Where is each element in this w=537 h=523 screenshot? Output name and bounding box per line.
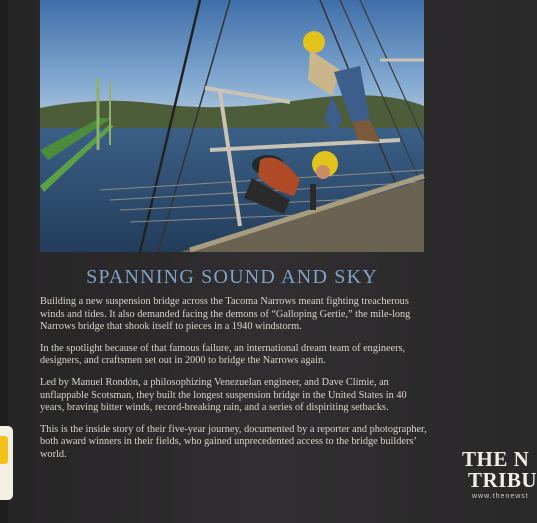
bridge-workers-photo bbox=[40, 0, 424, 252]
price-sticker bbox=[0, 426, 13, 500]
description-paragraph-3: Led by Manuel Rondón, a philosophizing Venezuelan engineer, and Dave Climie, an unflappable Scotsman, they built the longest suspension bridge in the United States in 40 years, braving bitter winds, record-breaking rain, and a series of dispiriting setbacks. bbox=[40, 376, 407, 414]
book-title: SPANNING SOUND AND SKY bbox=[86, 266, 378, 288]
description-paragraph-4: This is the inside story of their five-year journey, documented by a reporter and photographer, both award winners in their fields, who gained unprecedented access to the bridge builders’ world. bbox=[40, 423, 427, 460]
book-description bbox=[40, 296, 430, 471]
description-paragraph-1: Building a new suspension bridge across the Tacoma Narrows meant fighting treacherous winds and tides. It also demanded facing the demons of “Galloping Gertie,” the mile-long Narrows bridge that shook itself to pieces in a 1940 windstorm. bbox=[40, 296, 411, 333]
publisher-logo-line1: THE N bbox=[462, 447, 530, 471]
sticker-dot-icon bbox=[0, 436, 8, 464]
description-paragraph-2: In the spotlight because of that famous failure, an international dream team of engineers, designers, and craftsmen set out in 2000 to bridge the Narrows again. bbox=[40, 342, 406, 367]
publisher-url: www.thenewst bbox=[472, 493, 529, 500]
publisher-logo bbox=[458, 445, 537, 505]
publisher-logo-line2: TRIBU bbox=[468, 468, 537, 492]
